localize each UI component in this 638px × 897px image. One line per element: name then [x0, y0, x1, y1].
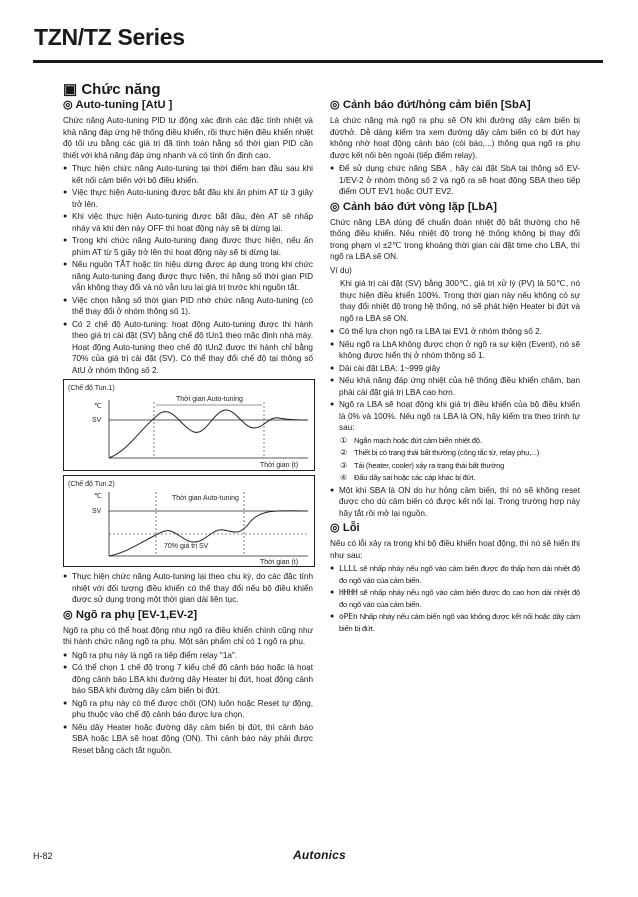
list-item: ● Một khi SBA là ON do hư hỏng cảm biến, thì nó sẽ không reset được cho dù cảm biến có được kết nối lại. Trong trường hợp này hãy tắt rồi mở lại nguồn. [330, 485, 580, 520]
step-text: Đấu dây sai hoặc các cáp khác bị đứt. [354, 473, 476, 482]
list-item: ● Có 2 chế độ Auto-tuning: hoạt động Auto-tuning được thi hành theo giá trị cài đặt (SV) bằng chế độ tUn1 theo mặc định nhà máy. Hoạt động Auto-tuning theo chế độ tUn2 được thi hành chỉ bằng 70% của giá trị cài đặt (SV). Có thể thay đổi chế độ tại thông số AtU ở nhóm thông số 2. [63, 319, 313, 377]
list-item: ● Ngõ ra phụ này là ngõ ra tiếp điểm relay "1a". [63, 650, 313, 662]
autotune-intro: Chức năng Auto-tuning PID tự động xác định các đặc tính nhiệt và khả năng đáp ứng hệ thống điều khiển, rồi thực hiện điều khiển nhiệt độ tối ưu bằng các giá trị đã tính toán hằng số thời gian PID cần thiết với khả năng đáp ứng nhanh và có tính ổn định cao. [63, 116, 313, 160]
list-item: ● Để sử dụng chức năng SBA , hãy cài đặt SbA tại thông số EV-1/EV-2 ở nhóm thông số 2 và ngõ ra sẽ hoạt động SBA theo tiếp điểm OUT EV1 hoặc OUT EV2. [330, 163, 580, 198]
tun2-sv: SV [92, 508, 102, 515]
tun2-graph [63, 475, 315, 567]
tun1-graph [63, 379, 315, 471]
error-text: Nhấp nháy nếu cảm biến ngõ vào không được kết nối hoặc dây cảm biến bị đứt. [339, 612, 580, 633]
autotune-heading: ◎ Auto-tuning [AtU ] [63, 99, 173, 111]
error-code: oPEn [339, 612, 358, 621]
tun2-pct: 70% giá trị SV [164, 543, 209, 550]
tun1-unit: ℃ [94, 403, 102, 410]
lba-steps [330, 435, 580, 484]
step-text: Tải (heater, cooler) xảy ra trạng thái bất thường [354, 460, 505, 470]
lba-example-label: Ví dụ) [330, 265, 352, 275]
list-item: ● Dải cài đặt LBA: 1~999 giây [330, 363, 580, 375]
tun2-at-label: Thời gian Auto-tuning [172, 495, 239, 502]
error-code: HHHH [339, 588, 358, 597]
list-item [340, 435, 580, 447]
lba-example: Khi giá trị cài đặt (SV) bằng 300℃, giá trị xử lý (PV) là 50℃, nó thực hiện điều khiển 100%. Trong thời gian này nếu không có sự thay đổi nhiệt độ trong hệ thống, nó sẽ phát hiện Heater bị đứt và ngõ ra LBA sẽ ON. [340, 279, 580, 323]
list-item: ● Việc thực hiện Auto-tuning được bắt đầu khi ấn phím AT từ 3 giây trở lên. [63, 187, 313, 210]
left-column [63, 96, 313, 757]
step-number: ② [340, 448, 347, 457]
list-item: ● Nếu nguồn TẮT hoặc tín hiệu dừng được áp dụng trong khi chức năng Auto-tuning đang được thực hiện, thì hằng số thời gian PID vẫn không thay đổi và nó vẫn lưu lại giá trị trước khi nguồn tắt. [63, 259, 313, 294]
section-title: ▣ Chức năng [63, 81, 161, 98]
right-column [330, 96, 580, 635]
list-item [330, 587, 580, 610]
tun2-time: Thời gian (t) [260, 559, 299, 566]
list-item: ● Nếu khả năng đáp ứng nhiệt của hệ thống điều khiển chậm, bạn phải cài đặt giá trị LBA cao hơn. [330, 375, 580, 398]
list-item: ● Có thể chọn 1 chế độ trong 7 kiểu chế độ cảnh báo hoặc là hoạt động cảnh báo LBA khi đường dây Heater bị đứt, hoạt động cảnh báo SBA khi đường dây cảm biến bị đứt. [63, 662, 313, 697]
list-item: ● Thực hiện chức năng Auto-tuning tại thời điểm ban đầu sau khi kết nối cảm biến với bộ điều khiển. [63, 163, 313, 186]
error-text: sẽ nhấp nháy nếu ngõ vào cảm biến được đo thấp hơn dải nhiệt độ đo ngõ vào của cảm biến. [339, 564, 580, 585]
list-item: ● Có thể lựa chọn ngõ ra LBA tại EV1 ở nhóm thông số 2. [330, 326, 580, 338]
lba-heading: ◎ Cảnh báo đứt vòng lặp [LbA] [330, 200, 498, 213]
list-item [330, 563, 580, 586]
sba-bullets [330, 163, 580, 198]
list-item [330, 611, 580, 634]
aux-bullets [63, 650, 313, 757]
list-item [340, 460, 580, 472]
tun1-time: Thời gian (t) [260, 462, 299, 469]
lba-tail [330, 485, 580, 520]
list-item: ● Ngõ ra phụ này có thể được chốt (ON) luôn hoặc Reset tự động, phụ thuộc vào chế độ cảnh báo được lựa chọn. [63, 698, 313, 721]
list-item: ● Việc chọn hằng số thời gian PID nhờ chức năng Auto-tuning (có thể thay đổi ở nhóm thông số 1). [63, 295, 313, 318]
tun1-at-label: Thời gian Auto-tuning [176, 396, 243, 403]
tun2-unit: ℃ [94, 493, 102, 500]
error-intro: Nếu có lỗi xảy ra trong khi bộ điều khiển hoạt động, thì nó sẽ hiển thị như sau: [330, 539, 580, 560]
series-title: TZN/TZ Series [34, 24, 185, 50]
list-item: ● Ngõ ra LBA sẽ hoạt động khi giá trị điều khiển của bộ điều khiển là 0% và 100%. Nếu ngõ ra LBA là ON, hãy kiểm tra theo trình tự sau: [330, 399, 580, 434]
list-item: ● Nếu ngõ ra LbA không được chọn ở ngõ ra sự kiện (Event), nó sẽ không được hiển thị ở nhóm thông số 1. [330, 339, 580, 362]
title-rule [33, 60, 603, 63]
list-item: ● Khi việc thực hiện Auto-tuning được bắt đầu, đèn AT sẽ nhấp nháy và khi đèn này OFF thì hoạt động này sẽ bị dừng lại. [63, 211, 313, 234]
tun1-mode-label: (Chế độ Tun.1) [68, 385, 115, 392]
sba-intro: Là chức năng mà ngõ ra phụ sẽ ON khi đường dây cảm biến bị đứt/hở. Dễ dàng kiểm tra xem đường dây cảm biến có bị đứt hay không nhờ hoạt động cảnh báo (còi báo,...) thông qua ngõ ra phụ được kết nối bên ngoài (tiếp điểm relay). [330, 116, 580, 160]
lba-bullets [330, 326, 580, 434]
step-text: Thiết bị có trạng thái bất thường (công tắc từ, relay phụ,...) [354, 448, 540, 457]
autotune-bullets [63, 163, 313, 376]
page-number: H-82 [33, 851, 53, 861]
step-number: ③ [340, 460, 347, 470]
step-number: ① [340, 435, 347, 445]
tun2-mode-label: (Chế độ Tun.2) [68, 481, 115, 488]
list-item: ● Trong khi chức năng Auto-tuning đang được thực hiện, nếu ấn phím AT từ 5 giây trở lên thì hoạt động này sẽ bị dừng lại. [63, 235, 313, 258]
lba-intro: Chức năng LBA dùng để chuẩn đoán nhiệt độ bất thường cho hệ thống điều khiển. Nếu nhiệt độ trong hệ thống không bị thay đổi trong phạm vi ±2℃ trong khoảng thời gian cài đặt time cho LBA, thì ngõ ra LBA sẽ ON. [330, 217, 580, 261]
autotune-tail [63, 571, 313, 606]
aux-heading: ◎ Ngõ ra phụ [EV-1,EV-2] [63, 608, 198, 621]
aux-intro: Ngõ ra phụ có thể hoạt động như ngõ ra điều khiển chính cũng như thi hành chức năng ngõ ra phụ. Một sản phẩm chỉ có 1 ngõ ra phụ. [63, 625, 313, 646]
list-item [340, 447, 580, 459]
sba-heading: ◎ Cảnh báo đứt/hỏng cảm biến [SbA] [330, 99, 531, 111]
list-item [340, 472, 580, 484]
brand-logo: Autonics [293, 848, 346, 862]
error-heading: ◎ Lỗi [330, 522, 360, 534]
error-text: sẽ nhấp nháy nếu ngõ vào cảm biến được đo cao hơn dải nhiệt độ đo ngõ vào của cảm biến. [339, 588, 580, 609]
list-item: ● Thực hiện chức năng Auto-tuning lại theo chu kỳ, do các đặc tính nhiệt với đối tượng điều khiển có thể thay đổi nếu bộ điều khiển được sử dụng trong một thời gian dài liên tục. [63, 571, 313, 606]
error-code: LLLL [339, 564, 358, 573]
tun1-curve [109, 410, 308, 458]
tun2-curve [109, 511, 308, 556]
tun1-sv: SV [92, 417, 102, 424]
step-text: Ngắn mạch hoặc đứt cảm biến nhiệt độ. [354, 435, 482, 445]
step-number: ④ [340, 473, 347, 482]
list-item: ● Nếu dây Heater hoặc đường dây cảm biến bị đứt, thì cảnh báo SBA hoặc LBA sẽ hoạt động (ON). Thì cảnh báo này phải được Reset bằng cách tắt nguồn. [63, 722, 313, 757]
error-bullets [330, 563, 580, 634]
